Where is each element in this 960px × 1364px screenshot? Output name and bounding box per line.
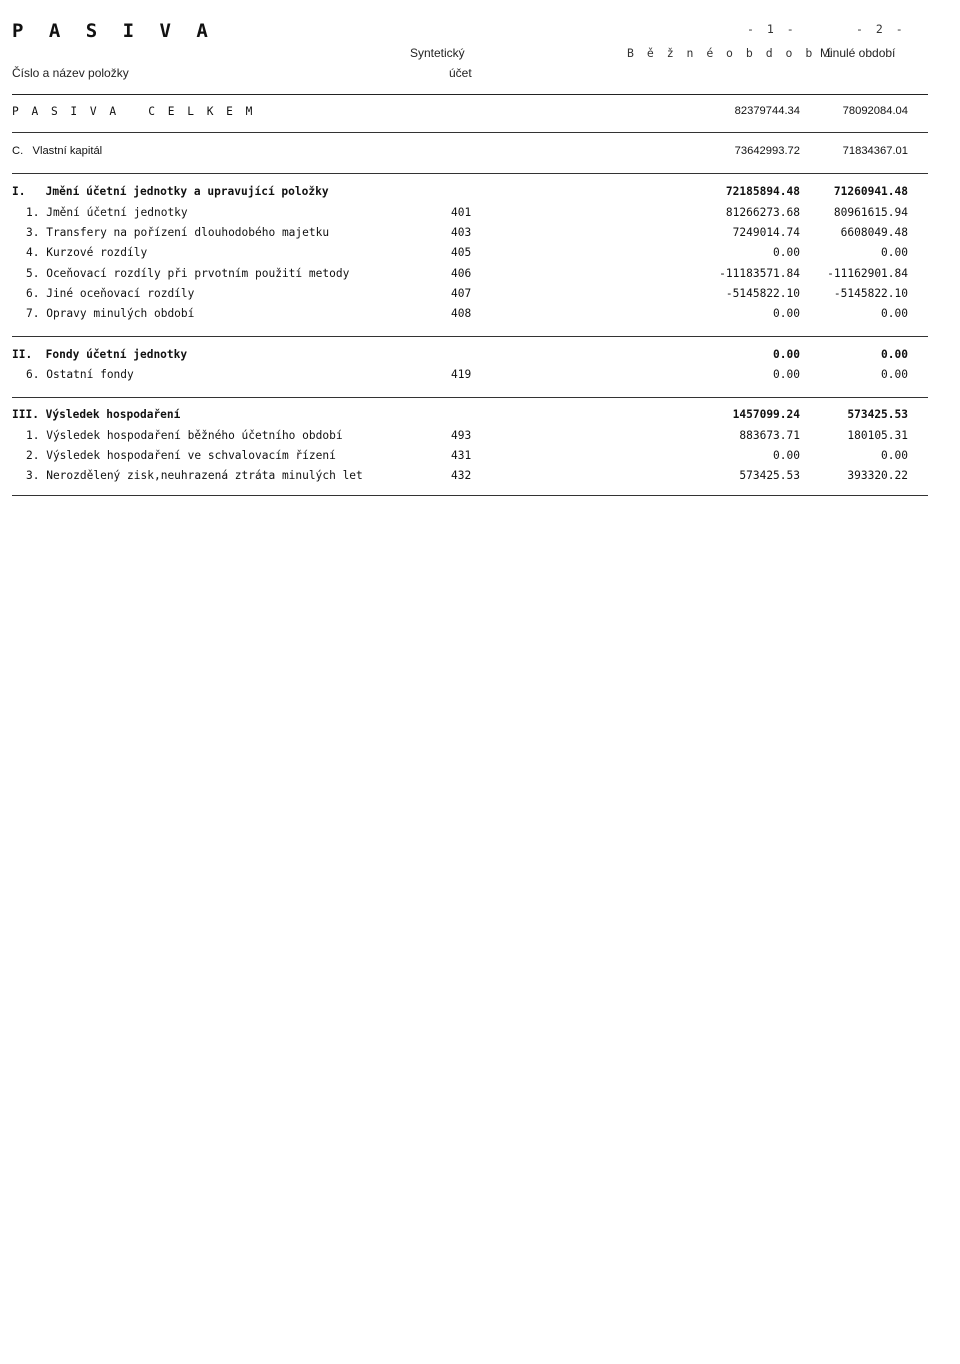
group-i-current-value: 72185894.48 <box>725 185 800 198</box>
row-account: 406 <box>451 267 472 280</box>
divider <box>12 132 928 133</box>
row-current-value: 0.00 <box>773 246 800 259</box>
row-previous-value: 180105.31 <box>847 429 908 442</box>
row-current-value: 0.00 <box>773 368 800 381</box>
row-label: 5. Oceňovací rozdíly při prvotním použití metody <box>26 267 350 280</box>
group-ii-label: II. Fondy účetní jednotky <box>12 348 188 361</box>
column-header-previous-number: - 2 - <box>856 22 906 36</box>
row-label: 1. Jmění účetní jednotky <box>26 206 188 219</box>
section-c-previous-value: 71834367.01 <box>842 145 908 157</box>
column-header-previous-label: Minulé období <box>820 46 896 60</box>
row-previous-value: 0.00 <box>881 449 908 462</box>
row-previous-value: 393320.22 <box>847 469 908 482</box>
page-title: P A S I V A <box>12 20 215 42</box>
row-account: 401 <box>451 206 472 219</box>
table-row <box>0 226 960 246</box>
total-previous-value: 78092084.04 <box>842 105 908 117</box>
row-current-value: 7249014.74 <box>732 226 800 239</box>
row-account: 432 <box>451 469 472 482</box>
row-current-value: -11183571.84 <box>719 267 800 280</box>
header-divider <box>12 94 928 95</box>
table-row <box>0 287 960 307</box>
total-current-value: 82379744.34 <box>734 105 800 117</box>
row-previous-value: 0.00 <box>881 246 908 259</box>
row-current-value: -5145822.10 <box>725 287 800 300</box>
divider <box>12 397 928 398</box>
column-header-account-line2: účet <box>449 66 472 80</box>
divider <box>12 495 928 496</box>
row-account: 405 <box>451 246 472 259</box>
row-label: 1. Výsledek hospodaření běžného účetního období <box>26 429 343 442</box>
group-ii-row <box>0 348 960 368</box>
row-current-value: 0.00 <box>773 449 800 462</box>
group-ii-current-value: 0.00 <box>773 348 800 361</box>
row-previous-value: -5145822.10 <box>833 287 908 300</box>
group-i-previous-value: 71260941.48 <box>833 185 908 198</box>
row-label: 3. Transfery na pořízení dlouhodobého majetku <box>26 226 330 239</box>
group-iii-previous-value: 573425.53 <box>847 408 908 421</box>
row-current-value: 81266273.68 <box>725 206 800 219</box>
row-label: 6. Ostatní fondy <box>26 368 134 381</box>
row-current-value: 0.00 <box>773 307 800 320</box>
section-c-label: C. Vlastní kapitál <box>12 145 103 157</box>
row-label: 6. Jiné oceňovací rozdíly <box>26 287 195 300</box>
column-header-name: Číslo a název položky <box>12 66 129 80</box>
column-header-period: o b d o b í <box>726 46 836 60</box>
table-row <box>0 449 960 469</box>
row-previous-value: 0.00 <box>881 368 908 381</box>
total-label: P A S I V A C E L K E M <box>12 105 256 118</box>
group-i-label: I. Jmění účetní jednotky a upravující položky <box>12 185 329 198</box>
table-row <box>0 307 960 327</box>
group-iii-row <box>0 408 960 428</box>
divider <box>12 173 928 174</box>
divider <box>12 336 928 337</box>
group-ii-previous-value: 0.00 <box>881 348 908 361</box>
section-c-current-value: 73642993.72 <box>734 145 800 157</box>
group-iii-label: III. Výsledek hospodaření <box>12 408 181 421</box>
row-account: 493 <box>451 429 472 442</box>
total-row <box>0 105 960 125</box>
table-row <box>0 267 960 287</box>
table-row <box>0 246 960 266</box>
section-c-row <box>0 145 960 165</box>
row-account: 408 <box>451 307 472 320</box>
table-row <box>0 206 960 226</box>
table-row <box>0 368 960 388</box>
row-previous-value: 0.00 <box>881 307 908 320</box>
row-label: 2. Výsledek hospodaření ve schvalovacím řízení <box>26 449 336 462</box>
column-header-account-line1: Syntetický <box>410 46 465 60</box>
column-header-current-label: B ě ž n é <box>627 46 717 60</box>
column-header-current-number: - 1 - <box>747 22 797 36</box>
row-label: 4. Kurzové rozdíly <box>26 246 148 259</box>
table-row <box>0 429 960 449</box>
row-account: 431 <box>451 449 472 462</box>
row-label: 3. Nerozdělený zisk,neuhrazená ztráta minulých let <box>26 469 363 482</box>
row-previous-value: 6608049.48 <box>840 226 908 239</box>
group-iii-current-value: 1457099.24 <box>732 408 800 421</box>
group-i-row <box>0 185 960 205</box>
row-account: 419 <box>451 368 472 381</box>
row-account: 403 <box>451 226 472 239</box>
row-label: 7. Opravy minulých období <box>26 307 195 320</box>
table-row <box>0 469 960 489</box>
row-current-value: 573425.53 <box>739 469 800 482</box>
row-current-value: 883673.71 <box>739 429 800 442</box>
row-account: 407 <box>451 287 472 300</box>
row-previous-value: -11162901.84 <box>827 267 908 280</box>
row-previous-value: 80961615.94 <box>833 206 908 219</box>
